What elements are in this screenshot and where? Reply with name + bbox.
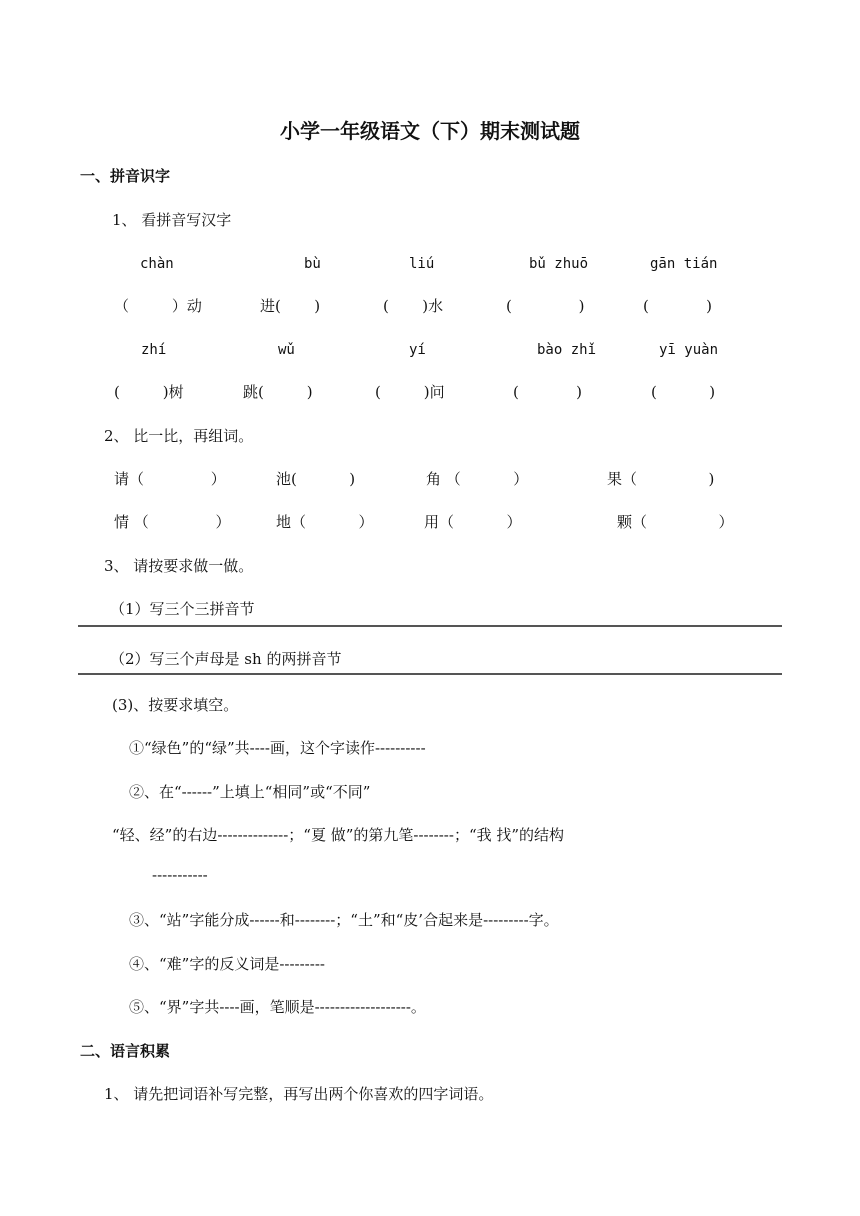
pinyin-yi: yí [409,342,426,358]
blank-jin: 进( ) [260,297,321,315]
fill-item-3: ③、“站”字能分成------和--------；“土”和“皮’合起来是---------字。 [129,911,559,929]
fill-item-5: ⑤、“界”字共----画，笔顺是-------------------。 [129,998,426,1016]
sub-question-2: （2）写三个声母是 sh 的两拼音节 [110,650,342,668]
answer-line-2 [78,673,782,675]
compare-qing: 请（ ） [114,470,226,488]
blank-shui: ( )水 [383,297,444,315]
pinyin-gantian: gān tián [650,256,718,272]
sub-question-1: （1）写三个三拼音节 [110,600,255,618]
blank-shu: ( )树 [114,383,184,401]
blank-tiao: 跳( ) [243,383,313,401]
fill-item-2-line: “轻、经”的右边--------------；“夏 做”的第九笔--------；“我 找”的结构 [112,826,565,844]
fill-item-2: ②、在“------”上填上“相同”或“不同” [129,783,371,801]
blank-yiyuan: ( ) [651,383,716,401]
section-1-heading: 一、拼音识字 [80,167,171,185]
compare-qing-heart: 情 （ ） [114,513,231,531]
blank-dong: （ ）动 [114,297,202,315]
compare-guo: 果（ ) [607,470,715,488]
fill-item-1: ①“绿色”的“绿”共----画，这个字读作---------- [129,739,426,757]
section-2-question-1: 1、 请先把词语补写完整，再写出两个你喜欢的四字词语。 [104,1085,494,1103]
blank-gantian: ( ) [643,297,712,315]
pinyin-baozhi: bào zhǐ [537,342,597,358]
blank-buzhuo: ( ) [506,297,585,315]
pinyin-buzhuo: bǔ zhuō [529,256,589,272]
fill-item-4: ④、“难”字的反义词是--------- [129,955,325,973]
pinyin-chan: chàn [140,256,174,272]
answer-line-1 [78,625,782,627]
pinyin-bu: bù [304,256,321,272]
pinyin-zhi: zhí [141,342,167,358]
compare-ke: 颗（ ） [617,513,734,531]
compare-jiao: 角 （ ） [426,470,529,488]
compare-di: 地（ ） [276,513,374,531]
question-2-label: 2、 比一比，再组词。 [104,427,254,445]
compare-chi: 池( ) [276,470,356,488]
pinyin-yiyuan: yī yuàn [659,342,719,358]
sub-question-3: (3)、按要求填空。 [112,696,239,714]
section-2-heading: 二、语言积累 [80,1042,171,1060]
question-3-label: 3、 请按要求做一做。 [104,557,254,575]
page-title: 小学一年级语文（下）期末测试题 [280,119,580,143]
blank-wen: ( )问 [375,383,445,401]
pinyin-liu: liú [409,256,435,272]
fill-item-2-continuation: ----------- [152,866,208,884]
blank-baozhi: ( ) [513,383,582,401]
pinyin-wu: wǔ [278,342,295,358]
compare-yong: 用（ ） [424,513,522,531]
question-1-label: 1、 看拼音写汉字 [112,211,232,229]
